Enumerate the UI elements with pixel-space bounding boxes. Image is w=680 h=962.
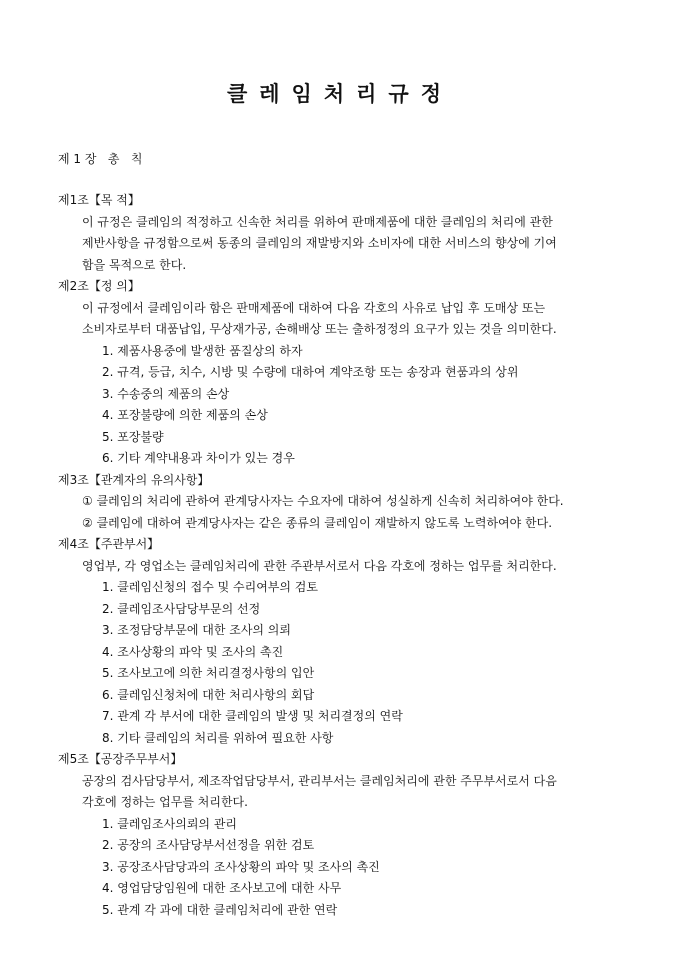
article-paragraph bbox=[58, 212, 624, 277]
article-paragraph bbox=[58, 771, 624, 814]
list-item: 5. 조사보고에 의한 처리결정사항의 입안 bbox=[102, 666, 315, 680]
article-heading: 제2조【정 의】 bbox=[58, 279, 140, 293]
chapter-heading: 제 1 장 총 칙 bbox=[58, 152, 143, 166]
list-item: 1. 클레임신청의 접수 및 수리여부의 검토 bbox=[102, 580, 318, 594]
list-item: 4. 조사상황의 파악 및 조사의 촉진 bbox=[102, 644, 284, 659]
list-item: 6. 클레임신청처에 대한 처리사항의 회답 bbox=[102, 687, 315, 702]
list-item: 1. 제품사용중에 발생한 품질상의 하자 bbox=[102, 343, 303, 358]
list-item: 7. 관계 각 부서에 대한 클레임의 발생 및 처리결정의 연락 bbox=[102, 709, 403, 723]
paragraph-line: 함을 목적으로 한다. bbox=[82, 257, 187, 272]
list-item: 5. 포장불량 bbox=[102, 429, 164, 444]
article-paragraph bbox=[58, 556, 624, 578]
paragraph-line: 이 규정에서 클레임이라 함은 판매제품에 대하여 다음 각호의 사유로 납입 후 도매상 또는 bbox=[82, 300, 546, 315]
paragraph-line: 영업부, 각 영업소는 클레임처리에 관한 주관부서로서 다음 각호에 정하는 업무를 처리한다. bbox=[82, 558, 557, 573]
article-paragraph bbox=[58, 298, 624, 341]
list-item: 1. 클레임조사의뢰의 관리 bbox=[102, 816, 237, 831]
article-heading: 제4조【주관부서】 bbox=[58, 537, 160, 551]
paragraph-line: 공장의 검사담당부서, 제조작업담당부서, 관리부서는 클레임처리에 관한 주무부서로서 다음 bbox=[82, 773, 557, 788]
list-item: 3. 수송중의 제품의 손상 bbox=[102, 386, 230, 401]
list-item: 4. 영업담당임원에 대한 조사보고에 대한 사무 bbox=[102, 881, 342, 895]
article-heading: 제5조【공장주무부서】 bbox=[58, 752, 183, 766]
article-heading: 제1조【목 적】 bbox=[58, 193, 140, 207]
paragraph-line: 각호에 정하는 업무를 처리한다. bbox=[82, 795, 248, 809]
list-item: 2. 규격, 등급, 치수, 시방 및 수량에 대하여 계약조항 또는 송장과 현품과의 상위 bbox=[102, 365, 519, 379]
article-1 bbox=[58, 190, 624, 276]
list-item: 3. 공장조사담당과의 조사상황의 파악 및 조사의 촉진 bbox=[102, 859, 380, 874]
paragraph-line: 제반사항을 규정함으로써 동종의 클레임의 재발방지와 소비자에 대한 서비스의 향상에 기여 bbox=[82, 236, 557, 250]
list-item: 2. 클레임조사담당부문의 선정 bbox=[102, 601, 261, 616]
article-2 bbox=[58, 276, 624, 470]
document-title: 클레임처리규정 bbox=[226, 81, 453, 106]
numbered-clause: ② 클레임에 대하여 관계당사자는 같은 종류의 클레임이 재발하지 않도록 노력하여야 한다. bbox=[82, 515, 553, 530]
paragraph-line: 소비자로부터 대품납입, 무상재가공, 손해배상 또는 출하정정의 요구가 있는 것을 의미한다. bbox=[82, 322, 557, 336]
list-item: 3. 조정담당부문에 대한 조사의 의뢰 bbox=[102, 623, 291, 637]
article-5 bbox=[58, 749, 624, 921]
list-item: 2. 공장의 조사담당부서선정을 위한 검토 bbox=[102, 838, 315, 852]
numbered-clause: ① 클레임의 처리에 관하여 관계당사자는 수요자에 대하여 성실하게 신속히 처리하여야 한다. bbox=[82, 494, 564, 508]
list-item: 8. 기타 클레임의 처리를 위하여 필요한 사항 bbox=[102, 730, 334, 745]
document-body bbox=[58, 190, 624, 921]
article-4 bbox=[58, 534, 624, 749]
list-item: 6. 기타 계약내용과 차이가 있는 경우 bbox=[102, 451, 295, 465]
list-item: 4. 포장불량에 의한 제품의 손상 bbox=[102, 408, 268, 422]
paragraph-line: 이 규정은 클레임의 적정하고 신속한 처리를 위하여 판매제품에 대한 클레임의 처리에 관한 bbox=[82, 214, 553, 229]
article-3 bbox=[58, 470, 624, 535]
list-item: 5. 관계 각 과에 대한 클레임처리에 관한 연락 bbox=[102, 902, 338, 917]
article-heading: 제3조【관계자의 유의사항】 bbox=[58, 472, 210, 487]
